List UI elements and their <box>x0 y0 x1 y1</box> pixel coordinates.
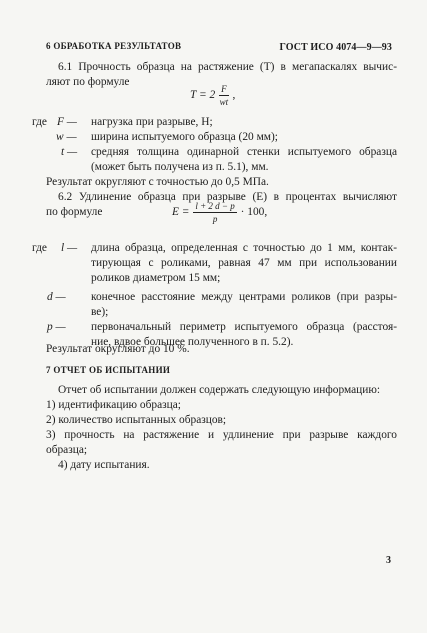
formula-tensile-end: , <box>232 89 236 102</box>
def-d-line2: ве); <box>91 306 109 318</box>
report-item-3-line1: 3) прочность на растяжение и удлинение при разрыве каждого <box>46 429 397 441</box>
p62-line1: 6.2 Удлинение образца при разрыве (E) в процентах вычисляют <box>58 191 397 203</box>
def-t-symbol: t — <box>61 146 78 158</box>
page-number: 3 <box>386 555 391 566</box>
def-F-text: нагрузка при разрыве, Н; <box>91 116 213 128</box>
def-d-symbol: d — <box>47 291 66 303</box>
def-w-text: ширина испытуемого образца (20 мм); <box>91 131 278 143</box>
def-t-line1: средняя толщина одинарной стенки испытуемого образца <box>91 146 397 158</box>
def-p-symbol: p — <box>47 321 66 333</box>
def-l-line1: длина образца, определенная с точностью до 1 мм, контак- <box>91 242 397 254</box>
def-l-symbol: l — <box>61 242 78 254</box>
report-intro: Отчет об испытании должен содержать следующую информацию: <box>58 384 381 396</box>
rounding-note-2: Результат округляют до 10 %. <box>46 343 190 355</box>
def-w-symbol: w — <box>56 131 77 143</box>
formula-tensile-numerator: F <box>221 84 227 94</box>
report-item-2: 2) количество испытанных образцов; <box>46 414 227 426</box>
where-label-1: где <box>32 116 47 128</box>
rounding-note-1: Результат округляют с точностью до 0,5 МПа. <box>46 176 269 188</box>
standard-header: ГОСТ ИСО 4074—9—93 <box>279 42 392 53</box>
def-p-line2: ние, вдвое большее полученного в п. 5.2). <box>91 336 294 348</box>
formula-elongation-left: E = <box>172 206 190 219</box>
report-item-4: 4) дату испытания. <box>58 459 150 471</box>
p62-line2: по формуле <box>46 206 103 218</box>
p61-line1: 6.1 Прочность образца на растяжение (T) в мегапаскалях вычис- <box>58 61 397 73</box>
def-t-line2: (может быть получена из п. 5.1), мм. <box>91 161 269 173</box>
section-6-heading: 6 ОБРАБОТКА РЕЗУЛЬТАТОВ <box>46 41 182 51</box>
report-item-3-line2: образца; <box>46 444 88 456</box>
def-d-line1: конечное расстояние между центрами роликов (при разры- <box>91 291 397 303</box>
def-l-line2: тирующая с роликами, равная 47 мм при использовании <box>91 257 397 269</box>
def-p-line1: первоначальный периметр испытуемого образца (расстоя- <box>91 321 397 333</box>
formula-tensile <box>190 84 235 107</box>
p61-line2: ляют по формуле <box>46 76 130 88</box>
formula-elongation-end: · 100, <box>240 206 268 219</box>
formula-tensile-fraction <box>219 84 229 107</box>
formula-elongation-numerator: l + 2 d − p <box>195 201 235 211</box>
def-l-line3: роликов диаметром 15 мм; <box>91 272 221 284</box>
formula-tensile-left: T = 2 <box>190 89 216 102</box>
def-F-symbol: F — <box>57 116 77 128</box>
formula-elongation <box>172 201 267 224</box>
formula-elongation-fraction <box>193 201 236 224</box>
section-7-heading: 7 ОТЧЕТ ОБ ИСПЫТАНИИ <box>46 365 171 375</box>
where-label-2: где <box>32 242 47 254</box>
formula-tensile-denominator: wt <box>219 97 229 107</box>
report-item-1: 1) идентификацию образца; <box>46 399 181 411</box>
formula-elongation-denominator: p <box>212 214 218 224</box>
